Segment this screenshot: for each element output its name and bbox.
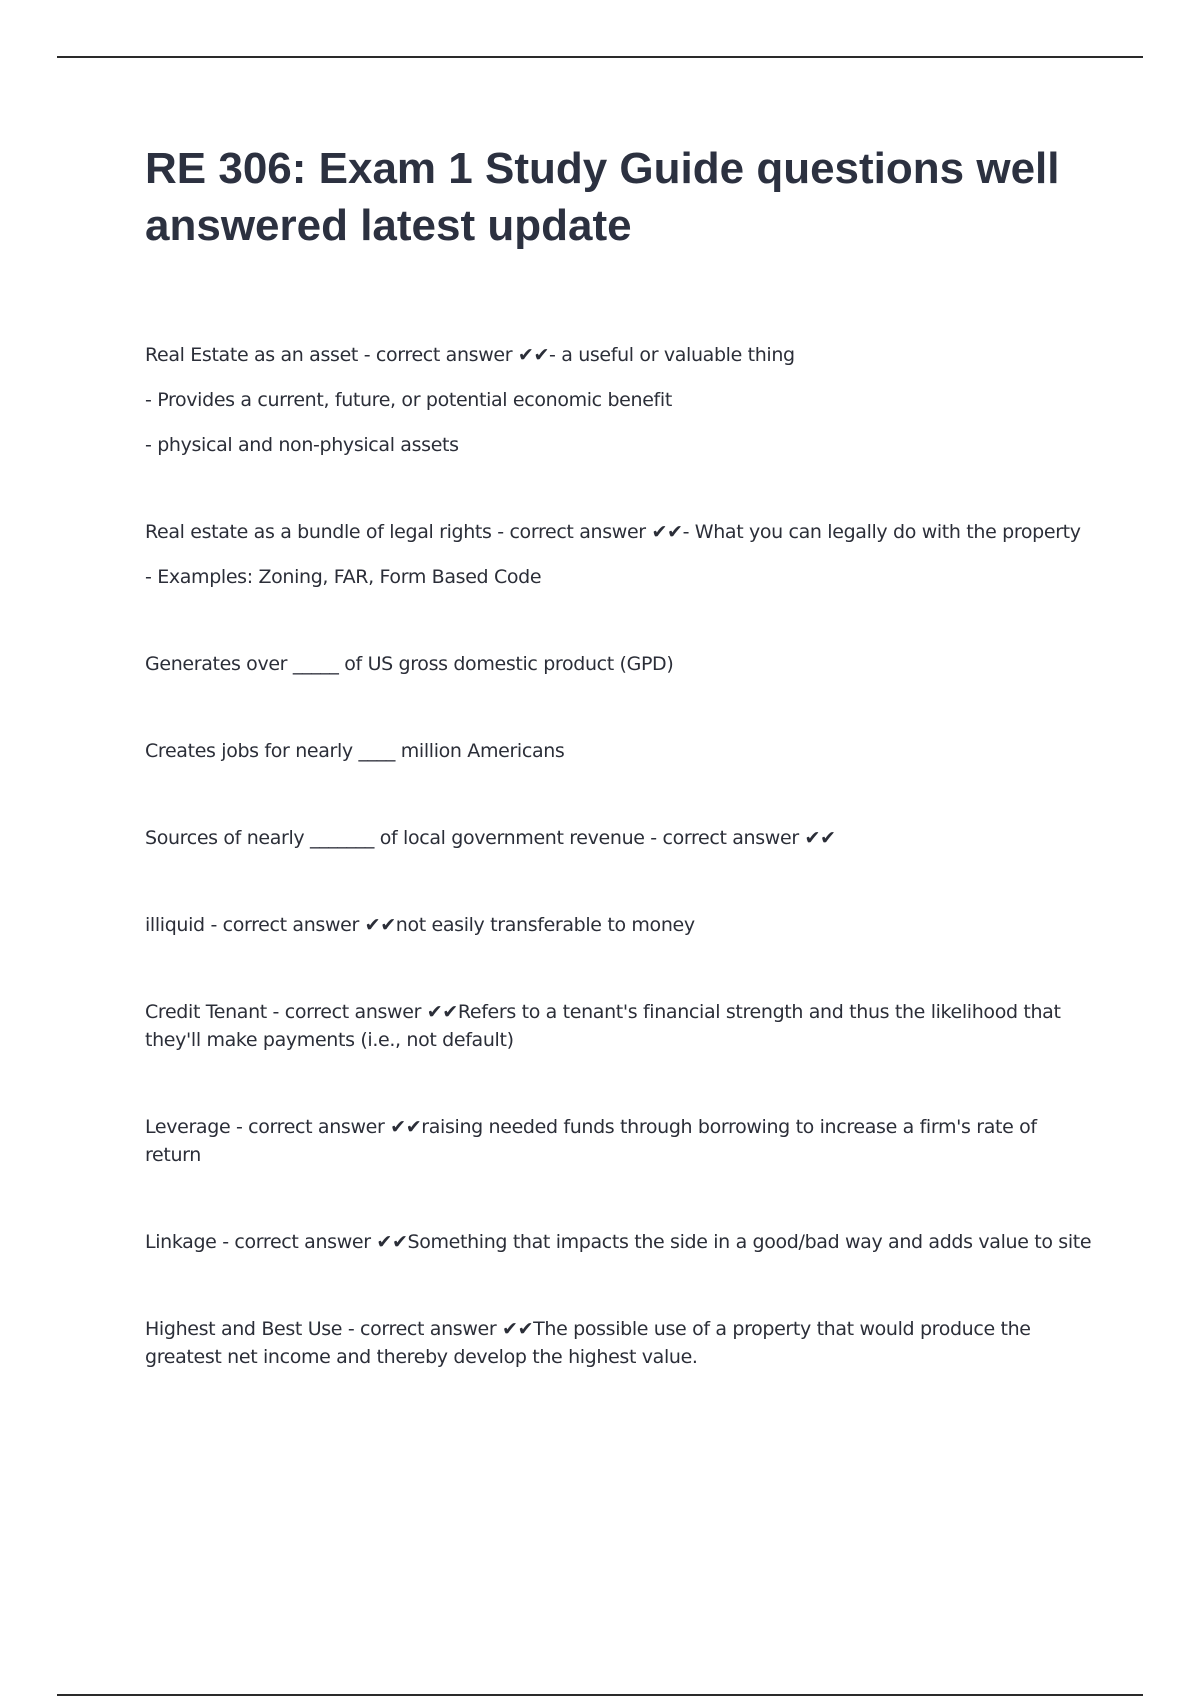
entry-list [145, 341, 1095, 1371]
entry-line: Linkage - correct answer ✔✔Something that impacts the side in a good/bad way and adds value to site [145, 1231, 1092, 1253]
entry-line: Real estate as a bundle of legal rights - correct answer ✔✔- What you can legally do with the property [145, 521, 1081, 543]
entry-credit-tenant [145, 998, 1095, 1054]
entry-line: Creates jobs for nearly ____ million Americans [145, 740, 565, 762]
entry-line: Sources of nearly _______ of local government revenue - correct answer ✔✔ [145, 827, 836, 849]
entry-leverage [145, 1113, 1095, 1169]
document-title: RE 306: Exam 1 Study Guide questions well answered latest update [145, 144, 1060, 250]
entry-line: Real Estate as an asset - correct answer ✔✔- a useful or valuable thing [145, 344, 795, 366]
top-rule [57, 56, 1143, 58]
entry-illiquid [145, 911, 1095, 939]
entry-line: Highest and Best Use - correct answer ✔✔The possible use of a property that would produce the greatest net income and thereby develop the highest value. [145, 1318, 1031, 1368]
entry-line: Generates over _____ of US gross domestic product (GPD) [145, 653, 674, 675]
entry-highest-best-use [145, 1315, 1095, 1371]
entry-line: illiquid - correct answer ✔✔not easily transferable to money [145, 914, 695, 936]
entry-bundle-of-rights [145, 518, 1095, 591]
entry-linkage [145, 1228, 1095, 1256]
entry-local-revenue [145, 824, 1095, 852]
entry-real-estate-asset [145, 341, 1095, 459]
entry-line: Credit Tenant - correct answer ✔✔Refers to a tenant's financial strength and thus the likelihood that they'll make payments (i.e., not default) [145, 1001, 1061, 1051]
entry-gdp [145, 650, 1095, 678]
entry-jobs [145, 737, 1095, 765]
entry-line: - Provides a current, future, or potential economic benefit [145, 389, 672, 411]
entry-line: - physical and non-physical assets [145, 434, 459, 456]
document-body [145, 140, 1095, 1371]
entry-line: - Examples: Zoning, FAR, Form Based Code [145, 566, 542, 588]
entry-line: Leverage - correct answer ✔✔raising needed funds through borrowing to increase a firm's rate of return [145, 1116, 1037, 1166]
bottom-rule [57, 1694, 1143, 1696]
